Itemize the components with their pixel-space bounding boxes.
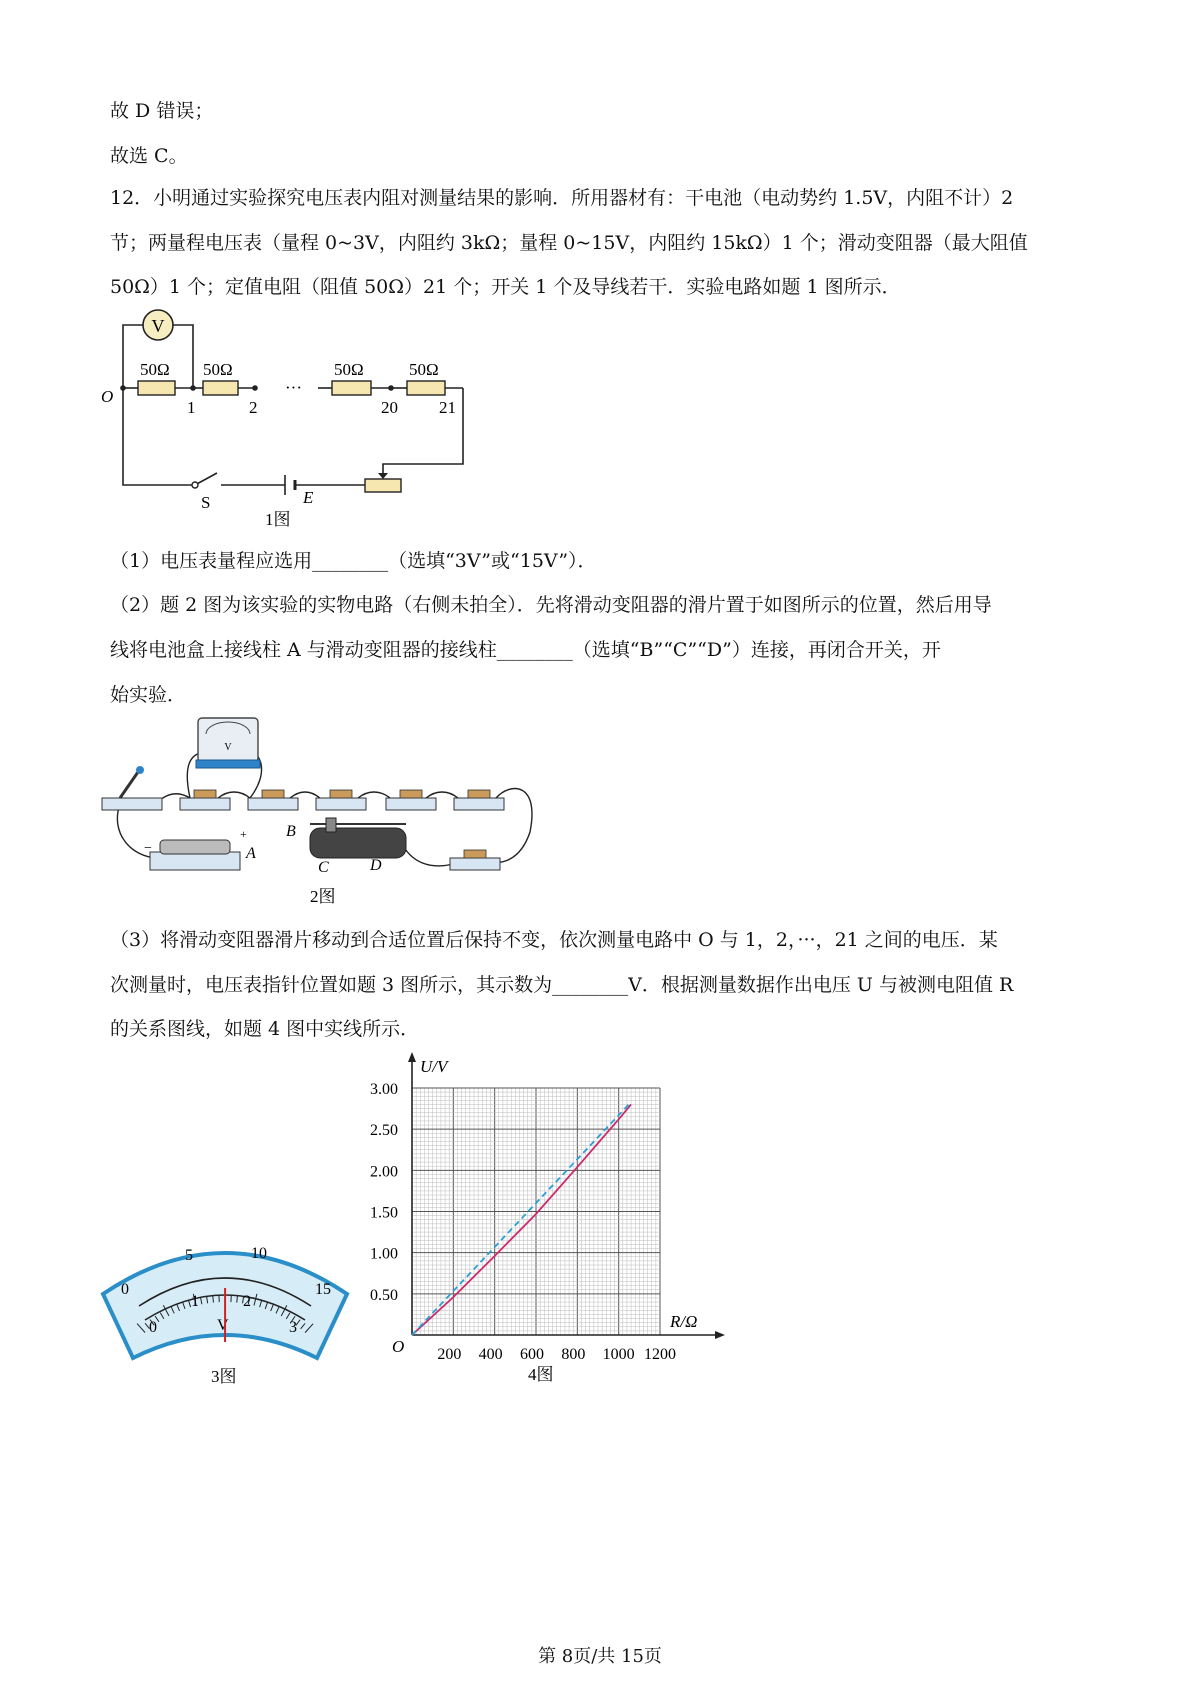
switch-label: S (201, 493, 211, 512)
voltmeter-label: V (151, 316, 165, 336)
node-2: 2 (249, 398, 258, 417)
battery-cells (160, 840, 230, 854)
text-line-3: 12．小明通过实验探究电压表内阻对测量结果的影响．所用器材有：干电池（电动势约 1.5V，内阻不计）2 (110, 187, 1014, 209)
rheostat-slider (326, 818, 336, 832)
x-tick-label: 400 (478, 1346, 503, 1363)
fig1-caption: 1图 (265, 510, 291, 529)
voltmeter-base (196, 760, 260, 768)
rheostat-body (310, 828, 406, 858)
text-line-10: （3）将滑动变阻器滑片移动到合适位置后保持不变，依次测量电路中 O 与 1，2，···，21 之间的电压．某 (110, 929, 998, 951)
x-tick-label: 200 (437, 1346, 462, 1363)
upper-scale-15: 15 (315, 1281, 331, 1298)
y-axis-label: U/V (420, 1057, 448, 1076)
voltmeter-face-label: V (224, 742, 232, 753)
text-line-8: 线将电池盒上接线柱 A 与滑动变阻器的接线柱________（选填“B”“C”“D”）连接，再闭合开关，开 (110, 639, 941, 661)
y-tick-label: 1.00 (370, 1245, 398, 1263)
resistor-1 (138, 381, 175, 395)
circuit-diagram (95, 305, 485, 535)
text-line-6: （1）电压表量程应选用________（选填“3V”或“15V”）． (110, 550, 597, 572)
x-tick-label: 600 (520, 1346, 544, 1363)
resistor-21 (407, 381, 445, 395)
terminal-B: B (286, 823, 296, 840)
voltmeter-dial (95, 1232, 365, 1392)
fig2-caption: 2图 (310, 887, 336, 906)
text-line-7: （2）题 2 图为该实验的实物电路（右侧未拍全）．先将滑动变阻器的滑片置于如图所示的位置，然后用导 (110, 594, 992, 616)
battery-minus: − (144, 841, 152, 856)
upper-scale-10: 10 (251, 1245, 267, 1262)
x-axis-label: R/Ω (670, 1312, 698, 1331)
y-tick-label: 3.00 (370, 1081, 398, 1098)
terminal-D: D (370, 857, 382, 874)
node-21: 21 (439, 398, 456, 417)
node-O: O (101, 387, 114, 406)
text-line-2: 故选 C。 (110, 145, 188, 167)
origin-label: O (392, 1337, 405, 1356)
voltmeter-body (198, 718, 258, 762)
rheostat (365, 479, 401, 492)
dial-unit: V (217, 1317, 229, 1334)
y-tick-label: 0.50 (370, 1286, 398, 1304)
fig4-caption: 4图 (528, 1365, 554, 1384)
page-footer: 第 8页/共 15页 (538, 1646, 662, 1667)
node-20: 20 (381, 398, 398, 417)
lower-scale-0: 0 (149, 1319, 157, 1336)
switch-knob (136, 766, 144, 774)
fig3-caption: 3图 (211, 1367, 237, 1386)
upper-scale-5: 5 (185, 1247, 193, 1264)
battery-label: E (303, 488, 314, 507)
resistor-20 (332, 381, 371, 395)
y-tick-label: 2.00 (370, 1163, 398, 1181)
resistor-label: 50Ω (334, 360, 364, 379)
u-r-graph (370, 1050, 730, 1390)
x-tick-label: 1200 (644, 1346, 676, 1363)
resistor-label: 50Ω (409, 360, 439, 379)
node-1: 1 (187, 398, 196, 417)
battery-plus: + (240, 827, 247, 841)
lower-scale-2: 2 (243, 1293, 251, 1310)
x-tick-label: 800 (561, 1346, 586, 1363)
switch-base (102, 798, 162, 810)
text-line-12: 的关系图线，如题 4 图中实线所示． (110, 1018, 420, 1040)
switch-lever (120, 772, 138, 798)
text-line-11: 次测量时，电压表指针位置如题 3 图所示，其示数为________V．根据测量数据作出电压 U 与被测电阻值 R (110, 974, 1014, 996)
lower-scale-3: 3 (289, 1319, 297, 1336)
dial-tick (213, 1296, 214, 1303)
node-ellipsis: ··· (285, 378, 302, 397)
battery-box (150, 852, 240, 870)
dial-tick (237, 1296, 238, 1303)
resistor-label: 50Ω (203, 360, 233, 379)
text-line-4: 节；两量程电压表（量程 0~3V，内阻约 3kΩ；量程 0~15V，内阻约 15kΩ）1 个；滑动变阻器（最大阻值 (110, 232, 1028, 254)
resistor-2 (203, 381, 238, 395)
terminal-A: A (246, 845, 256, 862)
physical-circuit (100, 712, 560, 912)
lower-scale-1: 1 (191, 1293, 199, 1310)
text-line-9: 始实验． (110, 684, 187, 706)
resistor-label: 50Ω (140, 360, 170, 379)
y-tick-label: 2.50 (370, 1122, 398, 1140)
switch-symbol (192, 482, 198, 488)
y-tick-label: 1.50 (370, 1204, 398, 1222)
upper-scale-0: 0 (121, 1281, 129, 1298)
text-line-5: 50Ω）1 个；定值电阻（阻值 50Ω）21 个；开关 1 个及导线若干．实验电路如题 1 图所示． (110, 276, 901, 298)
text-line-1: 故 D 错误； (110, 100, 214, 122)
x-tick-label: 1000 (602, 1346, 635, 1363)
terminal-C: C (318, 859, 329, 876)
